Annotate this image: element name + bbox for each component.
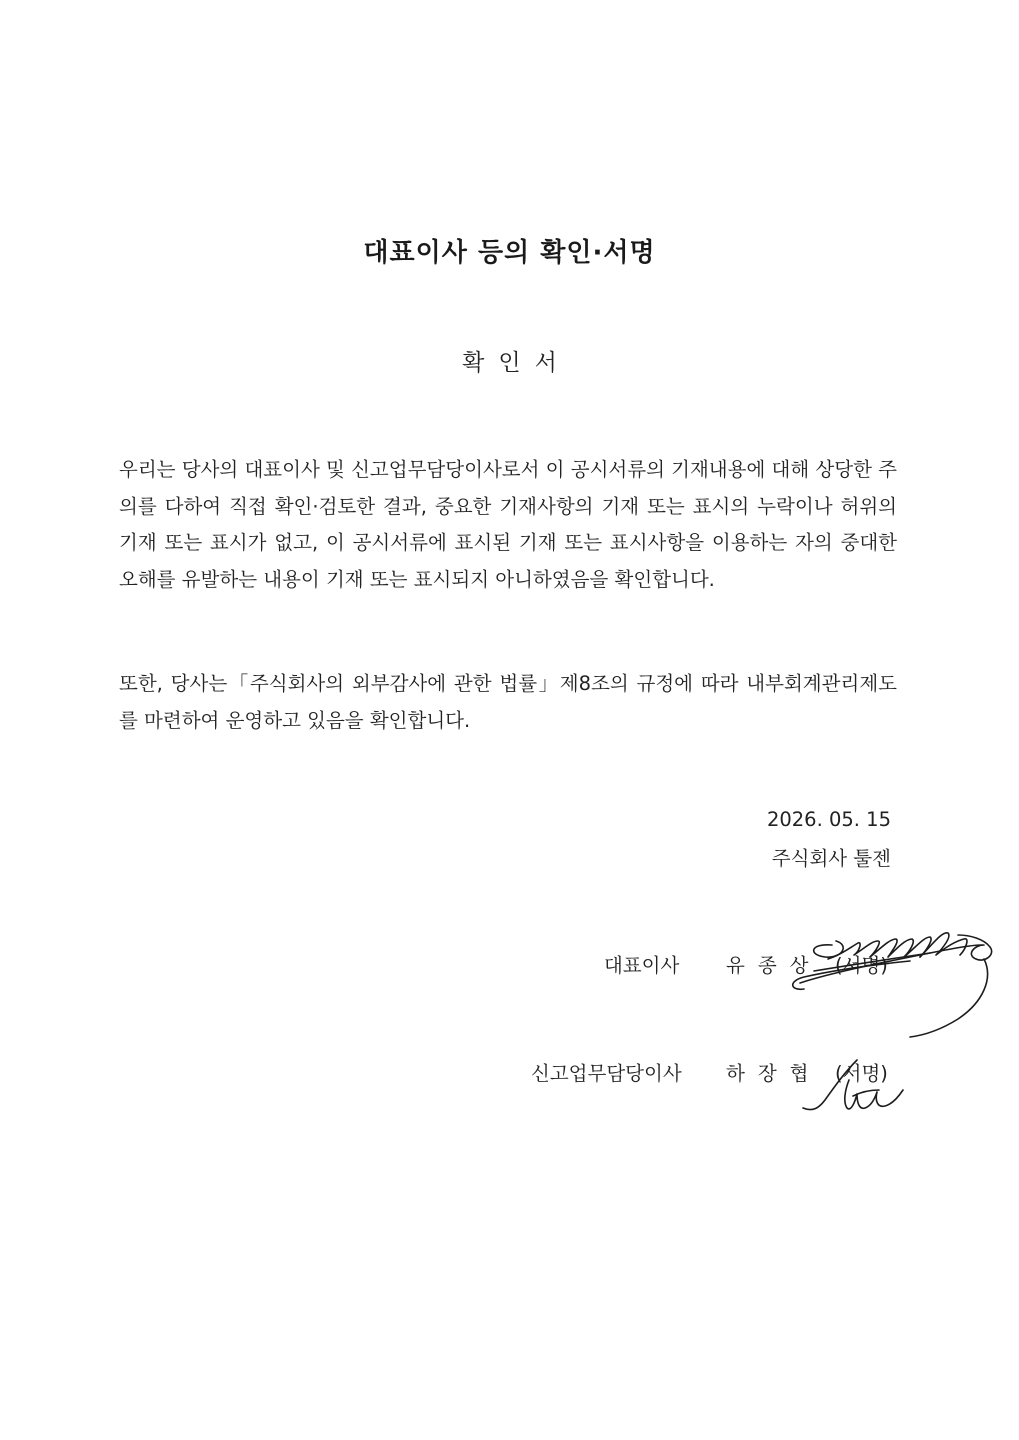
signatory-role: 대표이사 (604, 954, 680, 977)
signatory-disclosure-director (0, 1058, 1019, 1088)
signatory-role: 신고업무담당이사 (531, 1062, 682, 1085)
confirmation-paragraph: 우리는 당사의 대표이사 및 신고업무담당이사로서 이 공시서류의 기재내용에 대해 상당한 주의를 다하여 직접 확인·검토한 결과, 중요한 기재사항의 기재 또는 표시의 누락이나 허위의 기재 또는 표시가 없고, 이 공시서류에 표시된 기재 또는 표시사항을 이용하는 자의 중대한 오해를 유발하는 내용이 기재 또는 표시되지 아니하였음을 확인합니다. (119, 458, 897, 591)
signature-mark-label: (서명) (835, 954, 888, 977)
signatory-ceo (0, 950, 1019, 980)
document-date: 2026. 05. 15 (766, 808, 891, 831)
signatory-name: 하장협 (726, 1062, 822, 1085)
document-subtitle: 확인서 (462, 350, 571, 376)
signatory-name: 유종상 (726, 954, 822, 977)
ceo-handwritten-signature (770, 915, 1010, 1045)
internal-control-paragraph: 또한, 당사는「주식회사의 외부감사에 관한 법률」제8조의 규정에 따라 내부회계관리제도를 마련하여 운영하고 있음을 확인합니다. (119, 672, 897, 732)
signature-mark-label: (서명) (835, 1062, 888, 1085)
document-title: 대표이사 등의 확인·서명 (363, 238, 656, 268)
company-name: 주식회사 툴젠 (771, 847, 891, 870)
